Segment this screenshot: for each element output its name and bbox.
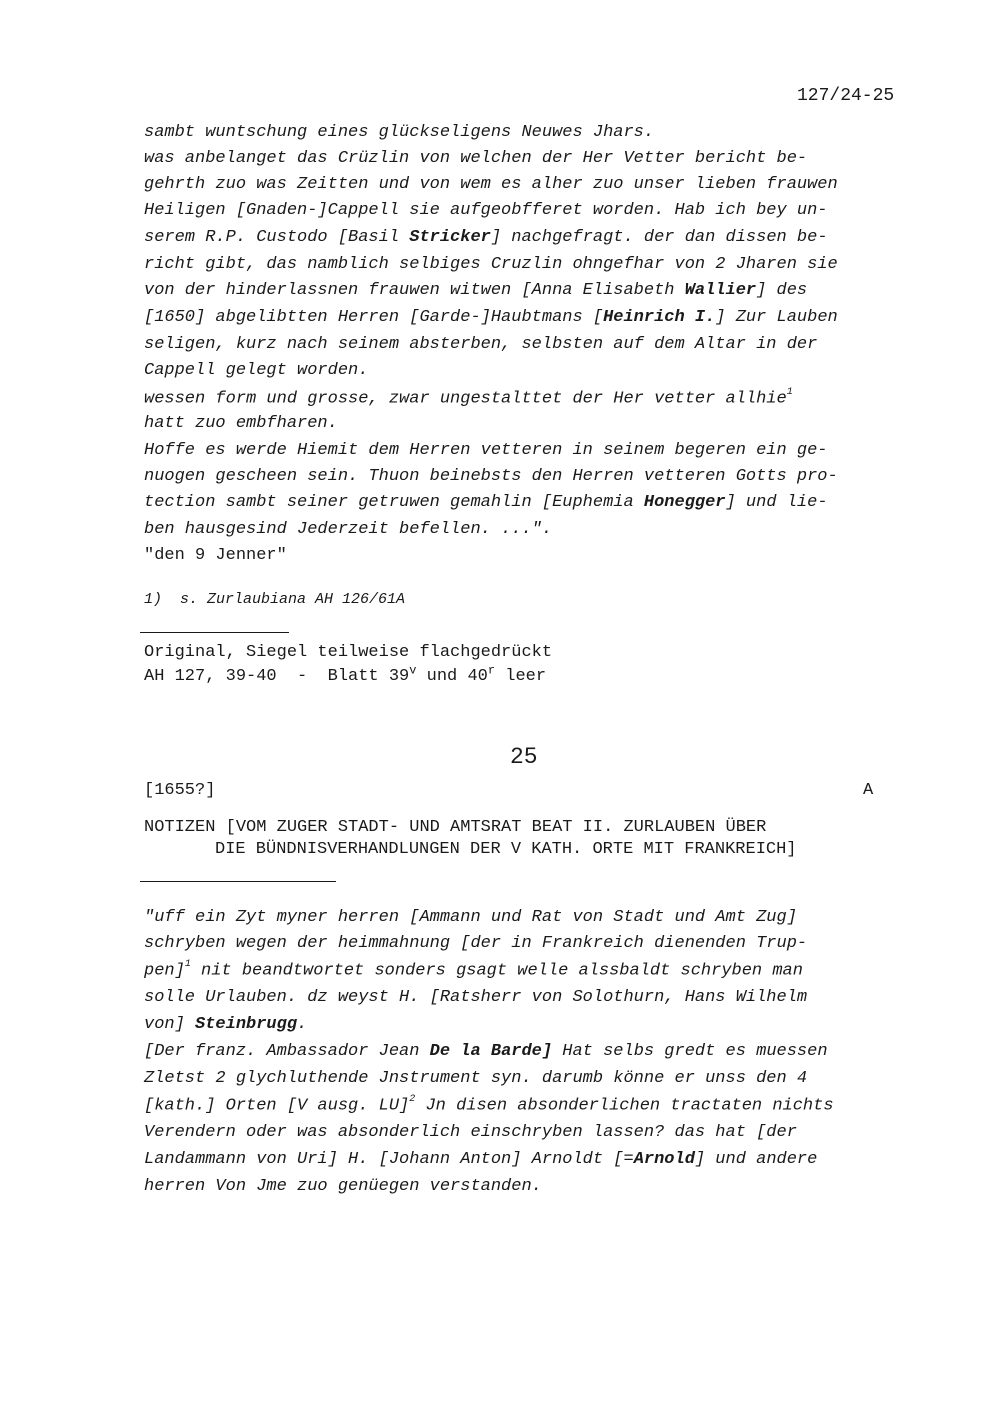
document-number: 25 (510, 744, 538, 770)
text-line: hatt zuo embfharen. (144, 414, 338, 433)
text-line: von] Steinbrugg. (144, 1015, 308, 1034)
footnote-divider (140, 632, 289, 633)
footnote-marker: 1 (184, 959, 191, 970)
document-date: [1655?] (144, 781, 216, 800)
text-line: was anbelanget das Crüzlin von welchen der Her Vetter bericht be- (144, 149, 808, 168)
text-line: Landammann von Uri] H. [Johann Anton] Arnoldt [=Arnold] und andere (144, 1150, 818, 1169)
text-line: "uff ein Zyt myner herren [Ammann und Rat von Stadt und Amt Zug] (144, 908, 797, 927)
text-line: nuogen gescheen sein. Thuon beinebsts den Herren vetteren Gotts pro- (144, 467, 838, 486)
footnote: 1) s. Zurlaubiana AH 126/61A (144, 591, 406, 608)
text-line: Hoffe es werde Hiemit dem Herren vetteren in seinem begeren ein ge- (144, 441, 828, 460)
text-line: [1650] abgelibtten Herren [Garde-]Haubtmans [Heinrich I.] Zur Lauben (144, 308, 838, 327)
document-title-line-1: NOTIZEN [VOM ZUGER STADT- UND AMTSRAT BEAT II. ZURLAUBEN ÜBER (144, 818, 767, 837)
document-letter-code: A (863, 781, 874, 800)
name-stricker: Stricker (409, 228, 491, 247)
footnote-marker: 1 (786, 387, 793, 398)
text-line: [kath.] Orten [V ausg. LU]$^2$ Jn disen absonderlichen tractaten nichts (144, 1094, 834, 1116)
name-steinbrugg: Steinbrugg (195, 1015, 298, 1034)
text-line: Heiligen [Gnaden-]Cappell sie aufgeobfferet worden. Hab ich bey un- (144, 201, 828, 220)
text-line: seligen, kurz nach seinem absterben, selbsten auf dem Altar in der (144, 335, 818, 354)
page-reference: 127/24-25 (797, 86, 895, 106)
text-line: herren Von Jme zuo genüegen verstanden. (144, 1177, 542, 1196)
text-line: Verendern oder was absonderlich einschryben lassen? das hat [der (144, 1123, 797, 1142)
text-line: Zletst 2 glychluthende Jnstrument syn. darumb könne er unss den 4 (144, 1069, 808, 1088)
name-arnold: Arnold (633, 1150, 695, 1169)
name-wallier: Wallier (684, 281, 757, 300)
name-de-la-barde: De la Barde] (429, 1042, 553, 1061)
date-line: "den 9 Jenner" (144, 546, 287, 565)
document-title-line-2: DIE BÜNDNISVERHANDLUNGEN DER V KATH. ORTE MIT FRANKREICH] (215, 840, 797, 859)
text-line: serem R.P. Custodo [Basil Stricker] nachgefragt. der dan dissen be- (144, 228, 828, 247)
text-line: tection sambt seiner getruwen gemahlin [Euphemia Honegger] und lie- (144, 493, 828, 512)
title-divider (140, 881, 336, 882)
text-line: schryben wegen der heimmahnung [der in Frankreich dienenden Trup- (144, 934, 808, 953)
footnote-marker: 2 (409, 1094, 416, 1105)
text-line: gehrth zuo was Zeitten und von wem es alher zuo unser lieben frauwen (144, 175, 838, 194)
text-line: wessen form und grosse, zwar ungestalttet der Her vetter allhie$^1$ (144, 387, 793, 409)
text-line: Cappell gelegt worden. (144, 361, 369, 380)
text-line: richt gibt, das namblich selbiges Cruzlin ohngefhar von 2 Jharen sie (144, 255, 838, 274)
name-heinrich: Heinrich I. (603, 308, 716, 327)
text-line: ben hausgesind Jederzeit befellen. ...". (144, 520, 553, 539)
text-line: solle Urlauben. dz weyst H. [Ratsherr von Solothurn, Hans Wilhelm (144, 988, 808, 1007)
source-line-1: Original, Siegel teilweise flachgedrückt (144, 643, 553, 662)
source-line-2: AH 127, 39-40 - Blatt 39$^v$ und 40$^r$ leer (144, 663, 547, 686)
text-line: [Der franz. Ambassador Jean De la Barde] Hat selbs gredt es muessen (144, 1042, 828, 1061)
text-line: von der hinderlassnen frauwen witwen [Anna Elisabeth Wallier] des (144, 281, 808, 300)
text-line: sambt wuntschung eines glückseligens Neuwes Jhars. (144, 123, 655, 142)
text-line: pen]$^1$ nit beandtwortet sonders gsagt welle alssbaldt schryben man (144, 959, 803, 981)
name-honegger: Honegger (643, 493, 726, 512)
